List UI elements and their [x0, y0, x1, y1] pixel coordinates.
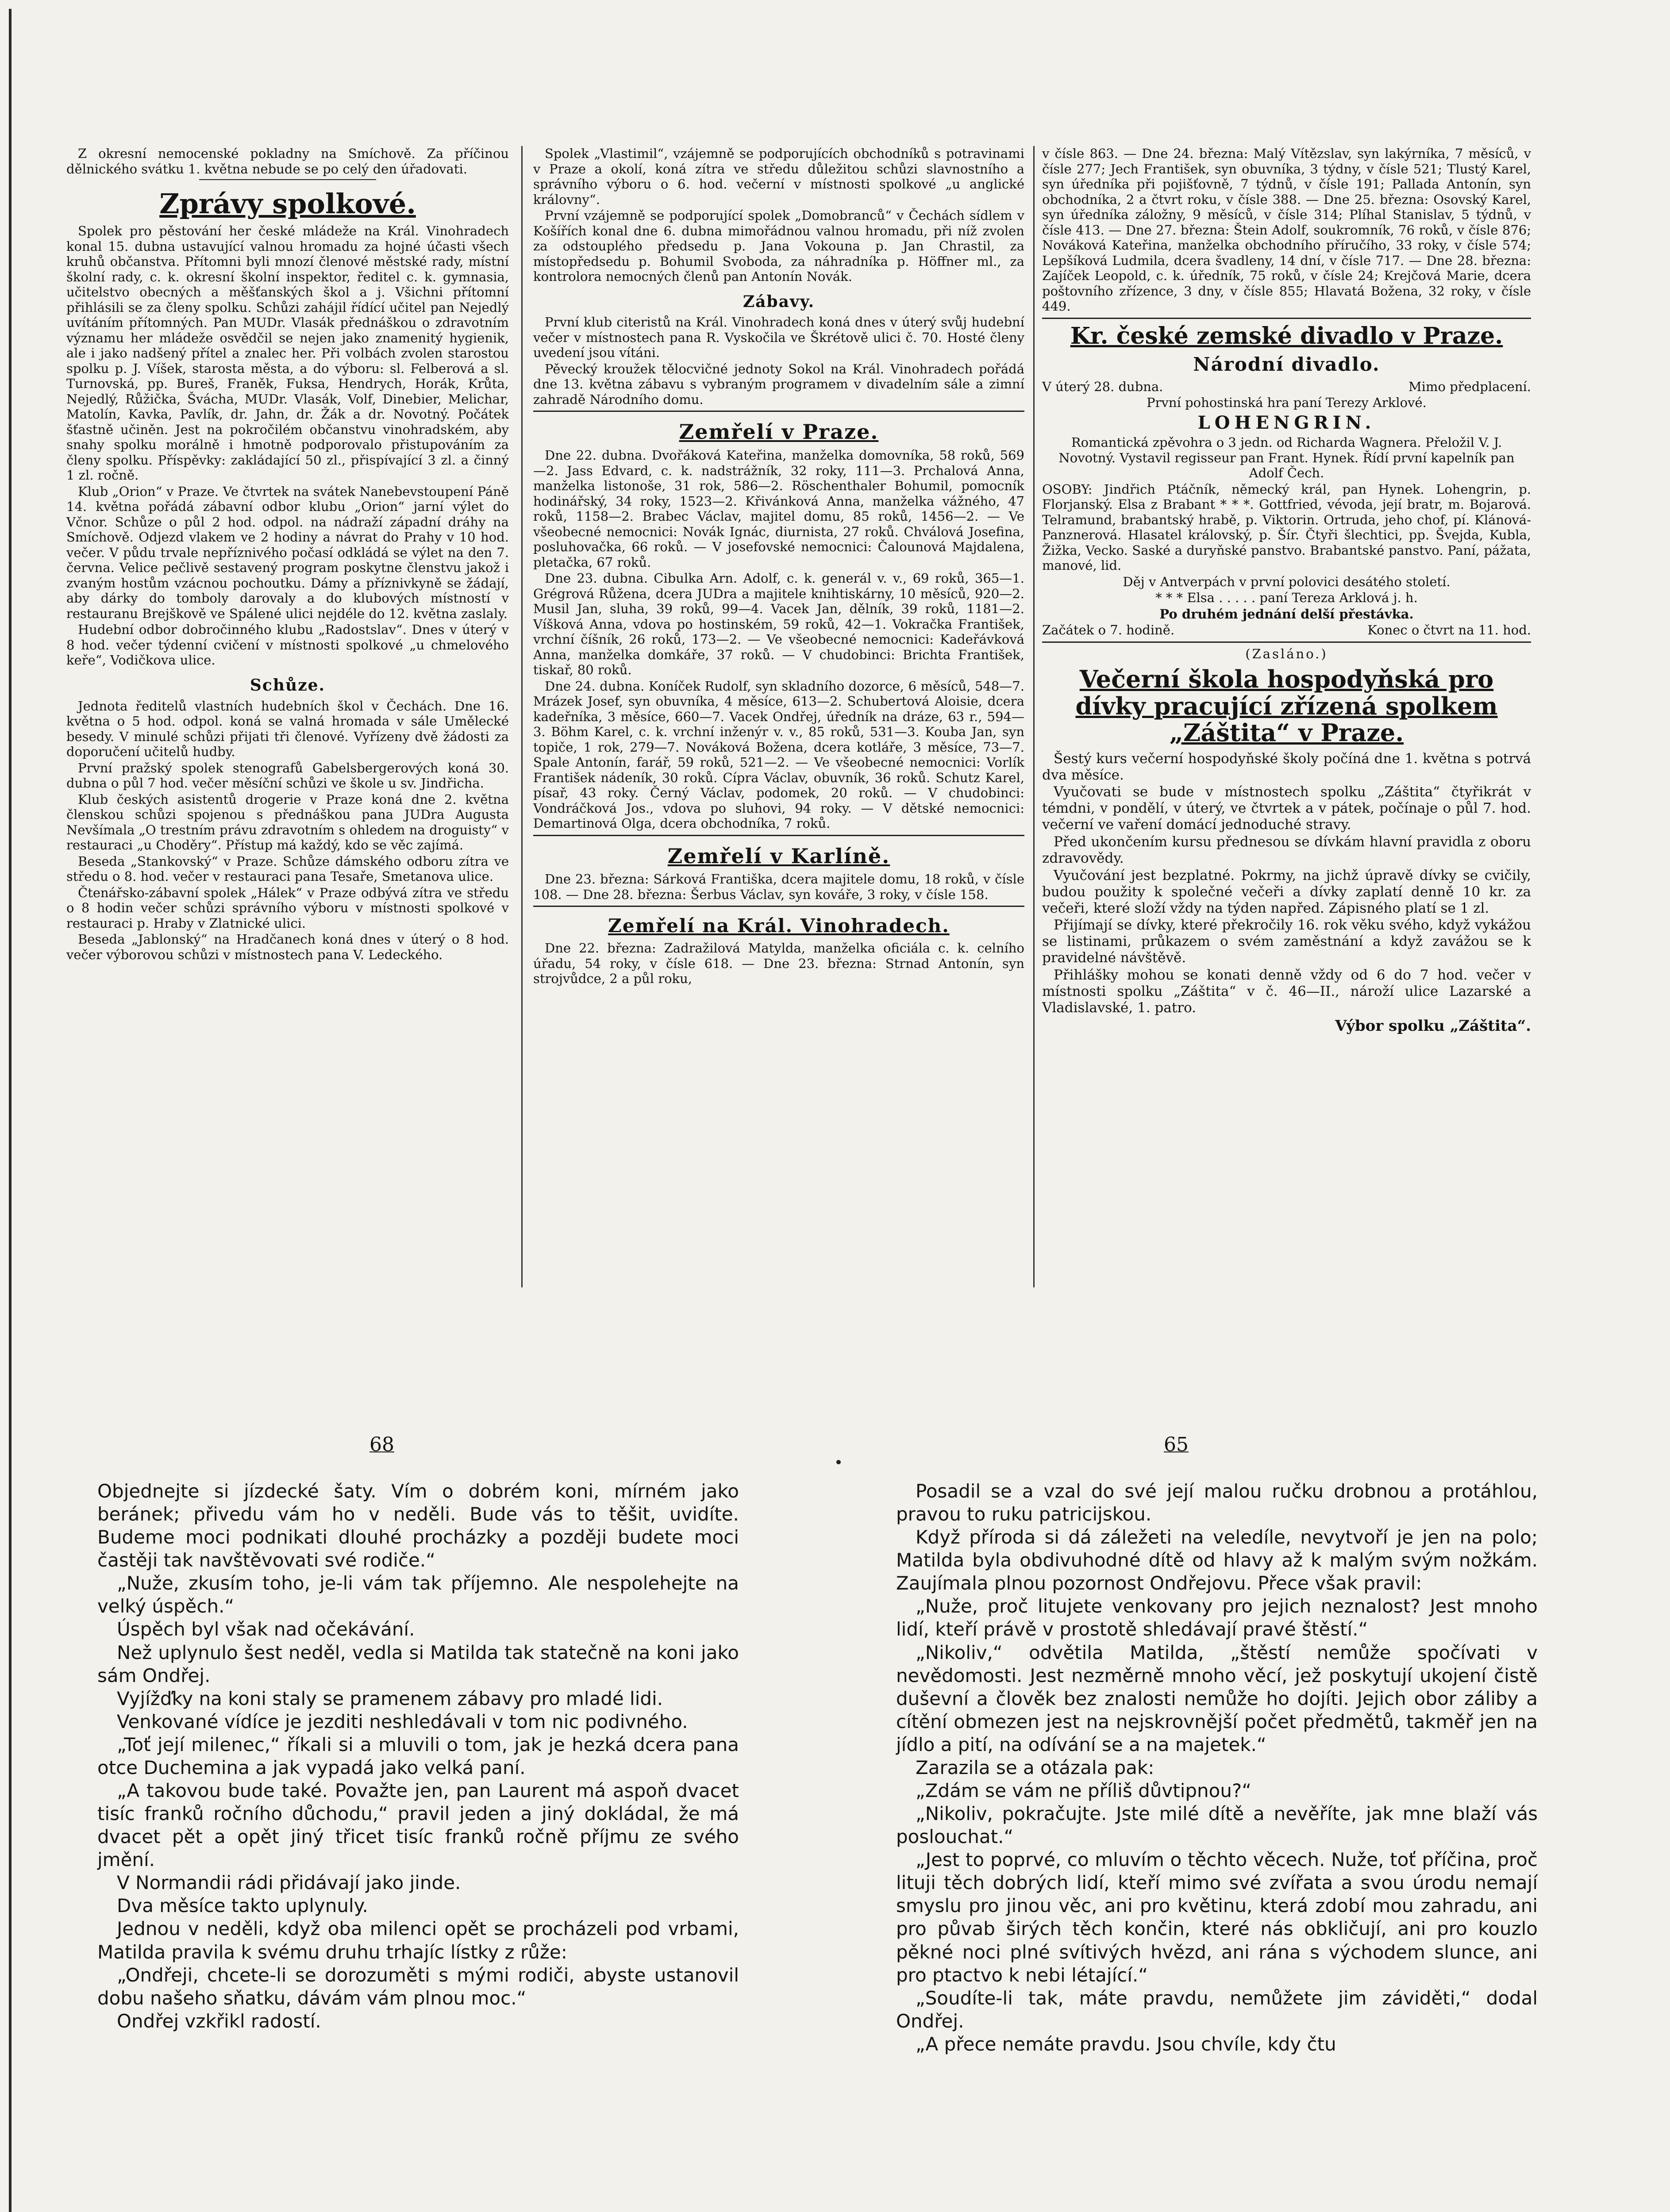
- sent-in-label: (Zasláno.): [1245, 646, 1328, 661]
- opera-end: Konec o čtvrt na 11. hod.: [1367, 622, 1531, 638]
- article-asistentu: Klub českých asistentů drogerie v Praze koná dne 2. května členskou schůzi spojenou s přednáškou pana JUDra Augusta Nevšímala „O trestním právu zdravotním s ohledem na droguisty“ v restauraci „u Choděry“. Přístup má každý, kdo se věc zajímá.: [66, 791, 509, 853]
- novel-paragraph: „Toť její milenec,“ říkali si a mluvili o tom, jak je hezká dcera pana otce Duchemina a jak vypadá jako velká paní.: [97, 1733, 739, 1778]
- theater-date: V úterý 28. dubna.: [1042, 379, 1163, 394]
- ad-paragraph-5: Přijímají se dívky, které překročily 16. rok věku svého, když vykážou se listinami, průkazem o svém zaměstnání a když zavážou se k pravidelné návštěvě.: [1042, 917, 1531, 966]
- novel-page-right: [896, 1480, 1538, 2056]
- novel-paragraph: „Nikoliv,“ odvětila Matilda, „štěstí nemůže spočívati v nevědomosti. Jest nezměrně mnoho věcí, jež poskytují ukojení čistě duševní a člověk bez znalosti nemůže ho dojíti. Jejich obor záliby a cítění obmezen jest na nejskrovnější počet předmětů, takměř jen na jídlo a pití, na odívání se a na majetek.“: [896, 1641, 1538, 1755]
- novel-paragraph: Zarazila se a otázala pak:: [916, 1756, 1154, 1778]
- deaths-22-april: Dne 22. dubna. Dvořáková Kateřina, manželka domovníka, 58 roků, 569—2. Jass Edvard, c. k. nadstrážník, 32 roky, 111—3. Prchalová Anna, manželka listonoše, 31 rok, 586—2. Röschenthaler Bohumil, pomocník hodinářský, 34 roky, 1523—2. Křivánková Anna, manželka vážného, 47 roků, 1158—2. Brabec Václav, majitel domu, 85 roků, 1456—2. — Ve všeobecné nemocnici: Novák Ignác, diurnista, 27 roků. Chválová Josefina, posluhovačka, 66 roků. — V josefovské nemocnici: Čalounová Majdalena, pletačka, 67 roků.: [533, 448, 1024, 570]
- divider: [533, 835, 1024, 836]
- article-orion: Klub „Orion“ v Praze. Ve čtvrtek na svátek Nanebevstoupení Páně 14. května pořádá zábavní odbor klubu „Orion“ jarní výlet do Včnor. Schůze o půl 2 hod. odpol. na nádraží západní dráhy na Smíchově. Odjezd vlakem ve 2 hodiny a návrat do Prahy v 10 hod. večer. V půdu trvale nepříznivého počasí odkládá se výlet na den 7. června. Velice pečlivě sestavený program poskytne členstvu jakož i zvaným hostům vzácnou pochoutku. Dámy a příznivkyně se žádají, aby dárky do tomboly darovaly a do klubových místností v restauranu Brejškově ve Spálené ulici nejdéle do 12. května zaslaly.: [66, 484, 509, 621]
- ad-paragraph-6: Přihlášky mohou se konati denně vždy od 6 do 7 hod. večer v místnosti spolku „Záštita“ v č. 46—II., nároží ulice Lazarské a Vladislavské, 1. patro.: [1042, 967, 1531, 1016]
- article-jablonsky: Beseda „Jablonský“ na Hradčanech koná dnes v úterý o 8 hod. večer výborovou schůzi v místnostech pana V. Ledeckého.: [66, 932, 509, 962]
- separator-dot: [836, 1460, 841, 1464]
- deaths-vinohrady: Dne 22. března: Zadražilová Matylda, manželka oficiála c. k. celního úřadu, 54 roky, v čísle 618. — Dne 23. března: Strnad Antonín, syn strojvůdce, 2 a půl roku,: [533, 941, 1024, 987]
- theater-subscription: Mimo předplacení.: [1408, 379, 1531, 394]
- novel-paragraph: „Ondřeji, chcete-li se dorozuměti s mými rodiči, abyste ustanovil dobu našeho sňatku, dávám vám plnou moc.“: [97, 1964, 739, 2009]
- article-stankovsky: Beseda „Stankovský“ v Praze. Schůze dámského odboru zítra ve středu o 8. hod. večer v restauraci pana Tesaře, Smetanova ulice.: [66, 853, 509, 884]
- novel-paragraph: „Jest to poprvé, co mluvím o těchto věcech. Nuže, toť příčina, proč lituji těch dobrých lidí, kteří mimo své zvířata a svou úrodu nemají smyslu pro jinou věc, ani pro květinu, která zdobí mou zahradu, ani pro půvab širých těch končin, které nás obkličují, ani pro kouzlo pěkné noci plné svítivých hvězd, ani rána s východem slunce, ani pro ptactvo k nebi létající.“: [896, 1849, 1538, 1986]
- article-citeristu: První klub citeristů na Král. Vinohradech koná dnes v úterý svůj hudební večer v místnostech pana R. Vyskočila ve Škrétově ulici č. 70. Hosté členy uvedení jsou vítáni.: [533, 315, 1024, 361]
- novel-paragraph: Než uplynulo šest neděl, vedla si Matilda tak statečně na koni jako sám Ondřej.: [97, 1641, 739, 1686]
- novel-paragraph: Posadil se a vzal do své její malou ručku drobnou a protáhlou, pravou to ruku patricijskou.: [896, 1480, 1538, 1525]
- subheading-schuze: Schůze.: [250, 676, 326, 695]
- ad-paragraph-4: Vyučování jest bezplatné. Pokrmy, na jichž úpravě dívky se cvičily, budou použity k společné večeři a dívky zaplatí denně 10 kr. za večeři, které složí vždy na týden napřed. Zápisného platí se 1 zl.: [1042, 867, 1531, 916]
- novel-paragraph: V Normandii rádi přidávají jako jinde.: [117, 1872, 461, 1894]
- subheading-zabavy: Zábavy.: [743, 292, 815, 311]
- divider: [1042, 641, 1531, 643]
- page-number-right: 65: [1164, 1433, 1189, 1456]
- divider: [533, 411, 1024, 412]
- opera-setting: Děj v Antverpách v první polovici desátého století.: [1123, 574, 1451, 589]
- novel-paragraph: Jednou v neděli, když oba milenci opět se procházeli pod vrbami, Matilda pravila k svému druhu trhajíc lístky z růže:: [97, 1918, 739, 1963]
- novel-paragraph: „Nuže, zkusím toho, je-li vám tak příjemno. Ale nespolehejte na velký úspěch.“: [97, 1572, 739, 1617]
- novel-paragraph: „A takovou bude také. Považte jen, pan Laurent má aspoň dvacet tisíc franků ročního důchodu,“ pravil jeden a jiný dokládal, že má dvacet pět a opět jiný třicet tisíc franků ročně příjmu ze svého jmění.: [97, 1780, 739, 1871]
- column-1: [66, 146, 509, 963]
- heading-zemreli-vinohrady: Zemřelí na Král. Vinohradech.: [608, 915, 950, 937]
- deaths-karlin: Dne 23. března: Sárková Františka, dcera majitele domu, 18 roků, v čísle 108. — Dne 28. března: Šerbus Václav, syn kováře, 3 roky, v čísle 158.: [533, 872, 1024, 902]
- article-jednota: Jednota ředitelů vlastních hudebních škol v Čechách. Dne 16. května o 5 hod. odpol. koná se valná hromada v sále Umělecké besedy. V minulé schůzi přijati tři členové. Vyřízeny dvě žádosti za doporučení učitelů hudby.: [66, 698, 509, 760]
- column-3: [1042, 146, 1531, 1036]
- novel-paragraph: Když příroda si dá záležeti na veledíle, nevytvoří je jen na polo; Matilda byla obdivuhodné dítě od hlavy až k malým svým nožkám. Zaujímala plnou pozornost Ondřejovu. Přece však pravil:: [896, 1526, 1538, 1594]
- theater-date-row: [1042, 379, 1531, 395]
- novel-paragraph: „Nikoliv, pokračujte. Jste milé dítě a nevěříte, jak mne blaží vás poslouchat.“: [896, 1803, 1538, 1848]
- divider: [533, 906, 1024, 907]
- novel-paragraph: „Soudíte-li tak, máte pravdu, nemůžete jim záviděti,“ dodal Ondřej.: [896, 1987, 1538, 2032]
- divider: [1042, 318, 1531, 319]
- theater-subtitle: Národní divadlo.: [1193, 353, 1380, 375]
- column-2: [533, 146, 1024, 987]
- opera-pause: Po druhém jednání delší přestávka.: [1159, 606, 1414, 622]
- opera-title: LOHENGRIN.: [1197, 412, 1376, 433]
- novel-paragraph: Ondřej vzkřikl radostí.: [117, 2010, 321, 2032]
- article-stenografu: První pražský spolek stenografů Gabelsbergerových koná 30. dubna o půl 7 hod. večer měsíční schůzi ve škole u sv. Jindřicha.: [66, 760, 509, 791]
- page-number-left: 68: [369, 1433, 394, 1456]
- theater-title: Kr. české zemské divadlo v Praze.: [1070, 322, 1503, 349]
- notice-smichov: Z okresní nemocenské pokladny na Smíchově. Za příčinou dělnického svátku 1. května nebude se po celý den úřadovati.: [66, 146, 509, 177]
- divider: [199, 179, 376, 180]
- ad-title: Večerní škola hospodyňská pro dívky pracující zřízená spolkem „Záštita“ v Praze.: [1075, 665, 1498, 747]
- article-halek: Čtenářsko-zábavní spolek „Hálek“ v Praze odbývá zítra ve středu o 8 hodin večer schůzi správního výboru v místnosti spolkové v restauraci p. Hraby v Zlatnické ulici.: [66, 885, 509, 931]
- opera-description: Romantická zpěvohra o 3 jedn. od Richarda Wagnera. Přeložil V. J. Novotný. Vystavil regisseur pan Frant. Hynek. Řídí první kapelník pan Adolf Čech.: [1058, 435, 1515, 481]
- ad-paragraph-2: Vyučovati se bude v místnostech spolku „Záštita“ čtyřikrát v témdni, v pondělí, v úterý, ve čtvrtek a v pátek, počínaje o půl 7. hod. večerní ve vaření domácí jednoduché stravy.: [1042, 784, 1531, 833]
- article-pevecky: Pěvecký kroužek tělocvičné jednoty Sokol na Král. Vinohradech pořádá dne 13. května zábavu s vybraným programem v divadelním sále a zimní zahradě Národního domu.: [533, 361, 1024, 407]
- section-title-spolkove: Zprávy spolkové.: [159, 188, 416, 220]
- novel-paragraph: Vyjížďky na koni staly se pramenem zábavy pro mladé lidi.: [117, 1687, 663, 1709]
- column-divider-1: [521, 146, 523, 1287]
- ad-signature: Výbor spolku „Záštita“.: [1335, 1017, 1531, 1035]
- deaths-24-april: Dne 24. dubna. Koníček Rudolf, syn skladního dozorce, 6 měsíců, 548—7. Mrázek Josef, syn obuvníka, 4 měsíce, 613—2. Schubertová Aloisie, dcera kadeřníka, 3 měsíce, 660—7. Vacek Ondřej, úředník na dráze, 63 r., 594—3. Böhm Karel, c. k. vrchní inženýr v. v., 85 roků, 531—3. Kouba Jan, syn topiče, 1 rok, 279—7. Nováková Božena, dcera kotláře, 3 měsíce, 73—7. Spale Antonín, farář, 59 roků, 521—2. — Ve všeobecné nemocnici: Vorlík František nádeník, 30 roků. Cípra Václav, obuvník, 36 roků. Schutz Karel, písař, 43 roky. Černý Václav, podomek, 20 roků. — V chudobinci: Vondráčková Jos., vdova po sluhovi, 94 roky. — V dětské nemocnici: Demartinová Olga, dcera obchodníka, 7 roků.: [533, 678, 1024, 831]
- novel-paragraph: „A přece nemáte pravdu. Jsou chvíle, kdy čtu: [916, 2033, 1336, 2055]
- novel-paragraph: Úspěch byl však nad očekávání.: [117, 1618, 415, 1640]
- column-divider-2: [1033, 146, 1035, 1287]
- opera-elsa: * * * Elsa . . . . . paní Tereza Arklová j. h.: [1155, 590, 1418, 606]
- ad-paragraph-1: Šestý kurs večerní hospodyňské školy počíná dne 1. května s potrvá dva měsíce.: [1042, 750, 1531, 783]
- article-domobrancu: První vzájemně se podporující spolek „Domobranců“ v Čechách sídlem v Košířích konal dne 6. dubna mimořádnou valnou hromadu, při níž zvolen za odstouplého předsedu p. Jana Vokouna p. Jan Chrastil, za místopředsedu p. Bohumil Svoboda, za náhradníka p. Höffner ml., za kontrolora nemocných členů pan Antonín Novák.: [533, 208, 1024, 284]
- novel-paragraph: Dva měsíce takto uplynuly.: [117, 1895, 368, 1917]
- article-vlastimil: Spolek „Vlastimil“, vzájemně se podporujících obchodníků s potravinami v Praze a okolí, koná zítra ve středu důležitou schůzi slavnostního a správního výboru o 6. hod. večerní v místnosti spolkové „u anglické královny“.: [533, 146, 1024, 207]
- novel-paragraph: „Zdám se vám ne příliš důvtipnou?“: [916, 1780, 1252, 1802]
- opera-start: Začátek o 7. hodině.: [1042, 622, 1175, 638]
- ad-paragraph-3: Před ukončením kursu přednesou se dívkám hlavní pravidla z oboru zdravovědy.: [1042, 834, 1531, 866]
- theater-guest: První pohostinská hra paní Terezy Arklové.: [1147, 395, 1427, 411]
- article-her-mladeze: Spolek pro pěstování her české mládeže na Král. Vinohradech konal 15. dubna ustavující valnou hromadu za hojné účasti všech kruhů občanstva. Přítomni byli mnozí členové městské rady, místní školní rady, c. k. okresní školní inspektor, ředitel c. k. gymnasia, učitelstvo obecných a měšťanských škol a j. Všichni přítomní přihlásili se za členy spolku. Schůzi zahájil řídící učitel pan Nejedlý uvítáním přítomných. Pan MUDr. Vlasák přednáškou o zdravotním významu her mládeže osvědčil se nejen jako znamenitý hygienik, ale i jako nadšený přítel a znalec her. Při volbách zvolen starostou spolku p. J. Víšek, starosta města, a do výboru: sl. Felberová a sl. Turnovská, pp. Bureš, Franěk, Fuksa, Hendrych, Horák, Krůta, Nejedlý, Růžička, Švácha, MUDr. Vlasák, Volf, Dinebier, Melichar, Matolín, Kavka, Pavlík, dr. Jahn, dr. Žák a dr. Novotný. Počátek šťastně učiněn. Jest na pokročilém občanstvu vinohradském, aby snahy spolku morálně i hmotně podporovalo přistupováním za členy spolku. Příspěvky: zakládající 50 zl., přispívající 3 zl. a činný 1 zl. ročně.: [66, 223, 509, 483]
- deaths-continued: v čísle 863. — Dne 24. března: Malý Vítězslav, syn lakýrníka, 7 měsíců, v čísle 277; Jech František, syn obuvníka, 3 týdny, v čísle 521; Tlustý Karel, syn úředníka při pojišťovně, 7 týdnů, v čísle 191; Pallada Antonín, syn obchodníka, 2 a čtvrt roku, v čísle 388. — Dne 25. března: Osovský Karel, syn úředníka záložny, 9 měsíců, v čísle 314; Plíhal Stanislav, 5 týdnů, v čísle 413. — Dne 27. března: Štein Adolf, soukromník, 76 roků, v čísle 876; Nováková Kateřina, manželka obchodního příručího, 33 roky, v čísle 574; Lepšíková Ludmila, dcera švadleny, 14 dní, v čísle 717. — Dne 28. března: Zajíček Leopold, c. k. úředník, 75 roků, v čísle 24; Krejčová Marie, dcera poštovního zřízence, 3 dny, v čísle 855; Hlavatá Božena, 32 roky, v čísle 449.: [1042, 146, 1531, 314]
- opera-times: [1042, 622, 1531, 638]
- heading-zemreli-praha: Zemřelí v Praze.: [679, 420, 879, 444]
- heading-zemreli-karlin: Zemřelí v Karlíně.: [667, 844, 890, 868]
- novel-paragraph: Objednejte si jízdecké šaty. Vím o dobrém koni, mírném jako beránek; přivedu vám ho v neděli. Bude vás to těšit, uvidíte. Budeme moci podnikati dlouhé procházky a později budete moci častěji tak navštěvovati své rodiče.“: [97, 1480, 739, 1571]
- novel-paragraph: Venkované vídíce je jezditi neshledávali v tom nic podivného.: [117, 1710, 688, 1732]
- article-radostslav: Hudební odbor dobročinného klubu „Radostslav“. Dnes v úterý v 8 hod. večer týdenní cvičení v místnosti spolkové „u chmelového keře“, Vodičkova ulice.: [66, 622, 509, 668]
- deaths-23-april: Dne 23. dubna. Cibulka Arn. Adolf, c. k. generál v. v., 69 roků, 365—1. Grégrová Růžena, dcera JUDra a majitele knihtiskárny, 10 měsíců, 920—2. Musil Jan, sluha, 39 roků, 99—4. Vacek Jan, dělník, 39 roků, 1181—2. Víšková Anna, vdova po hostinském, 59 roků, 42—1. Vokračka František, vrchní číšník, 26 roků, 173—2. — Ve všeobecné nemocnici: Kadeřávková Anna, manželka domkáře, 37 roků. — V chudobinci: Brichta František, tiskař, 80 roků.: [533, 571, 1024, 678]
- opera-cast: OSOBY: Jindřich Ptáčník, německý král, pan Hynek. Lohengrin, p. Florjanský. Elsa z Brabant * * *. Gottfried, vévoda, její bratr, m. Bojarová. Telramund, brabantský hrabě, p. Viktorin. Ortruda, jeho chof, pí. Klánová-Panznerová. Hlasatel královský, p. Šír. Čtyři šlechtici, pp. Švejda, Kubla, Žižka, Vecko. Saské a duryňské panstvo. Brabantské panstvo. Paní, pážata, manové, lid.: [1042, 481, 1531, 573]
- novel-page-left: [97, 1480, 739, 2033]
- novel-paragraph: „Nuže, proč litujete venkovany pro jejich neznalost? Jest mnoho lidí, kteří právě v prostotě shledávají pravé štěstí.“: [896, 1595, 1538, 1640]
